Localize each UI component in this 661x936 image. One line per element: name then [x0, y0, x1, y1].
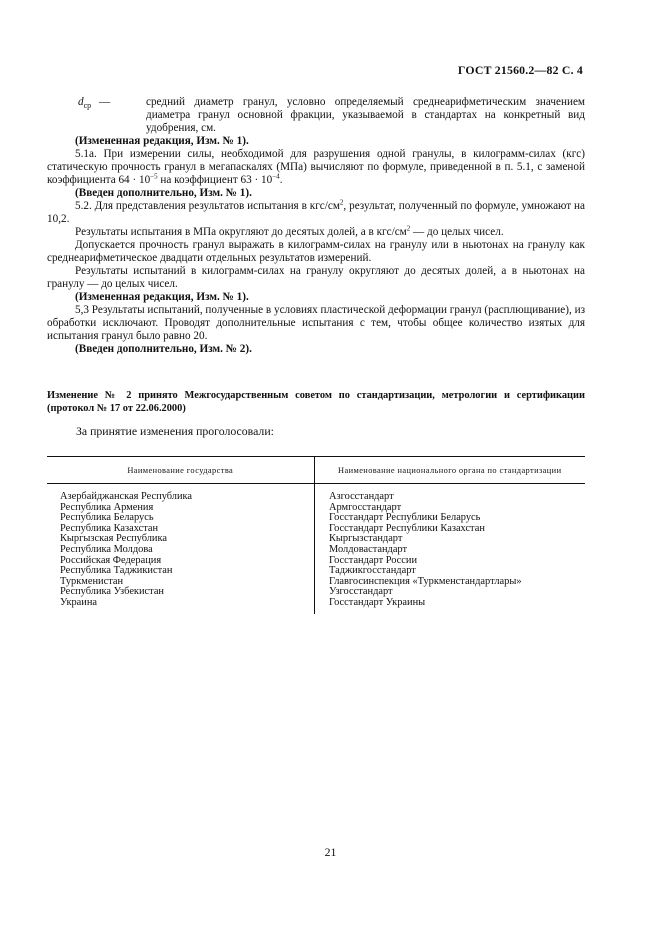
body-cell: Азгосстандарт [329, 491, 394, 502]
body-cell: Госстандарт России [329, 554, 418, 566]
amendment-adoption-note: Изменение № 2 принято Межгосударственным советом по стандартизации, метрологии и сертификации (протокол № 17 от 22.06.2000) [47, 390, 585, 414]
column-header-state: Наименование государства [127, 465, 234, 475]
table-header-row [47, 457, 585, 484]
definition-item [47, 96, 585, 135]
amendment-note-1: (Измененная редакция, Изм. № 1). [75, 135, 249, 147]
mpa-text-start: Результаты испытания в МПа округляют до десятых долей, а в кгс/см [75, 226, 407, 238]
state-cell: Республика Молдова [60, 543, 153, 555]
p52-text-end: , результат, полученный по формуле, умножают на 10,2. [47, 200, 585, 225]
state-cell: Азербайджанская Республика [60, 491, 193, 502]
state-cell: Республика Узбекистан [60, 586, 164, 598]
symbol-letter: d [78, 96, 84, 108]
main-content [47, 92, 585, 356]
column-header-body: Наименование национального органа по стандартизации [314, 457, 586, 483]
standards-bodies-column [314, 484, 585, 614]
table-body [47, 484, 585, 614]
body-cell: Госстандарт Республики Беларусь [329, 512, 481, 524]
voted-heading: За принятие изменения проголосовали: [76, 424, 274, 438]
paragraph-mpa-rounding [47, 226, 585, 239]
state-cell: Республика Казахстан [60, 522, 159, 534]
body-cell: Кыргызстандарт [329, 533, 403, 545]
p52-text-start: 5.2. Для представления результатов испытания в кгс/см [75, 200, 340, 212]
state-cell: Республика Армения [60, 501, 154, 513]
states-column [47, 484, 314, 614]
page-header: ГОСТ 21560.2—82 С. 4 [457, 63, 583, 77]
definition-text: средний диаметр гранул, условно определяемый среднеарифметическим значением диаметра гранул основной фракции, указываемой в стандартах на конкретный вид удобрения, см. [146, 96, 585, 134]
introduced-note-1: (Введен дополнительно, Изм. № 1). [75, 187, 252, 199]
state-cell: Кыргызская Республика [60, 533, 167, 545]
body-cell: Главгосинспекция «Туркменстандартлары» [329, 575, 522, 587]
body-cell: Таджикгосстандарт [329, 565, 416, 577]
body-cell: Узгосстандарт [329, 586, 393, 598]
voting-table [47, 456, 585, 614]
introduced-note-2: (Введен дополнительно, Изм. № 2). [75, 343, 252, 355]
paragraph-5-2 [47, 200, 585, 226]
exponent-1: −5 [150, 172, 158, 181]
p51a-text-mid: на коэффициент 63 · 10 [157, 174, 273, 186]
body-cell: Армгосстандарт [329, 501, 402, 513]
paragraph-5-3: 5,3 Результаты испытаний, полученные в условиях пластической деформации гранул (расплющивание), из обработки исключают. Проводят дополнительные испытания с тем, чтобы общее количество изятых для испытания гранул было равно 20. [47, 304, 585, 342]
square-superscript-1: 2 [339, 198, 344, 207]
paragraph-5-1a [47, 148, 585, 187]
body-cell: Госстандарт Украины [329, 596, 426, 608]
state-cell: Республика Беларусь [60, 512, 154, 524]
definition-symbol [78, 96, 91, 112]
state-cell: Российская Федерация [60, 554, 162, 566]
state-cell: Республика Таджикистан [60, 565, 173, 577]
page-number: 21 [324, 845, 337, 859]
state-cell: Туркменистан [60, 575, 124, 587]
paragraph-kgf-rounding: Результаты испытаний в килограмм-силах на гранулу округляют до десятых долей, а в ньютонах на гранулу — до целых чисел. [47, 265, 585, 290]
paragraph-allowance: Допускается прочность гранул выражать в килограмм-силах на гранулу или в ньютонах на гранулу как среднеарифметическое двадцати отдельных результатов измерений. [47, 239, 585, 264]
amendment-note-2: (Измененная редакция, Изм. № 1). [75, 291, 249, 303]
exponent-2: −4 [272, 172, 280, 181]
p51a-text-start: 5.1а. При измерении силы, необходимой для разрушения одной гранулы, в килограмм-силах (кгс) статическую прочность гранул в мегапаскалях (МПа) вычисляют по формуле, приведенной в п. 5.1, с заменой коэффициента 64 · 10 [47, 148, 585, 186]
body-cell: Молдовастандарт [329, 543, 408, 555]
state-cell: Украина [60, 596, 98, 608]
symbol-subscript: ср [83, 101, 92, 111]
definition-dash: — [99, 96, 111, 108]
mpa-text-end: — до целых чисел. [410, 226, 504, 238]
body-cell: Госстандарт Республики Казахстан [329, 522, 485, 534]
p51a-text-end: . [279, 174, 283, 186]
square-superscript-2: 2 [406, 224, 411, 233]
